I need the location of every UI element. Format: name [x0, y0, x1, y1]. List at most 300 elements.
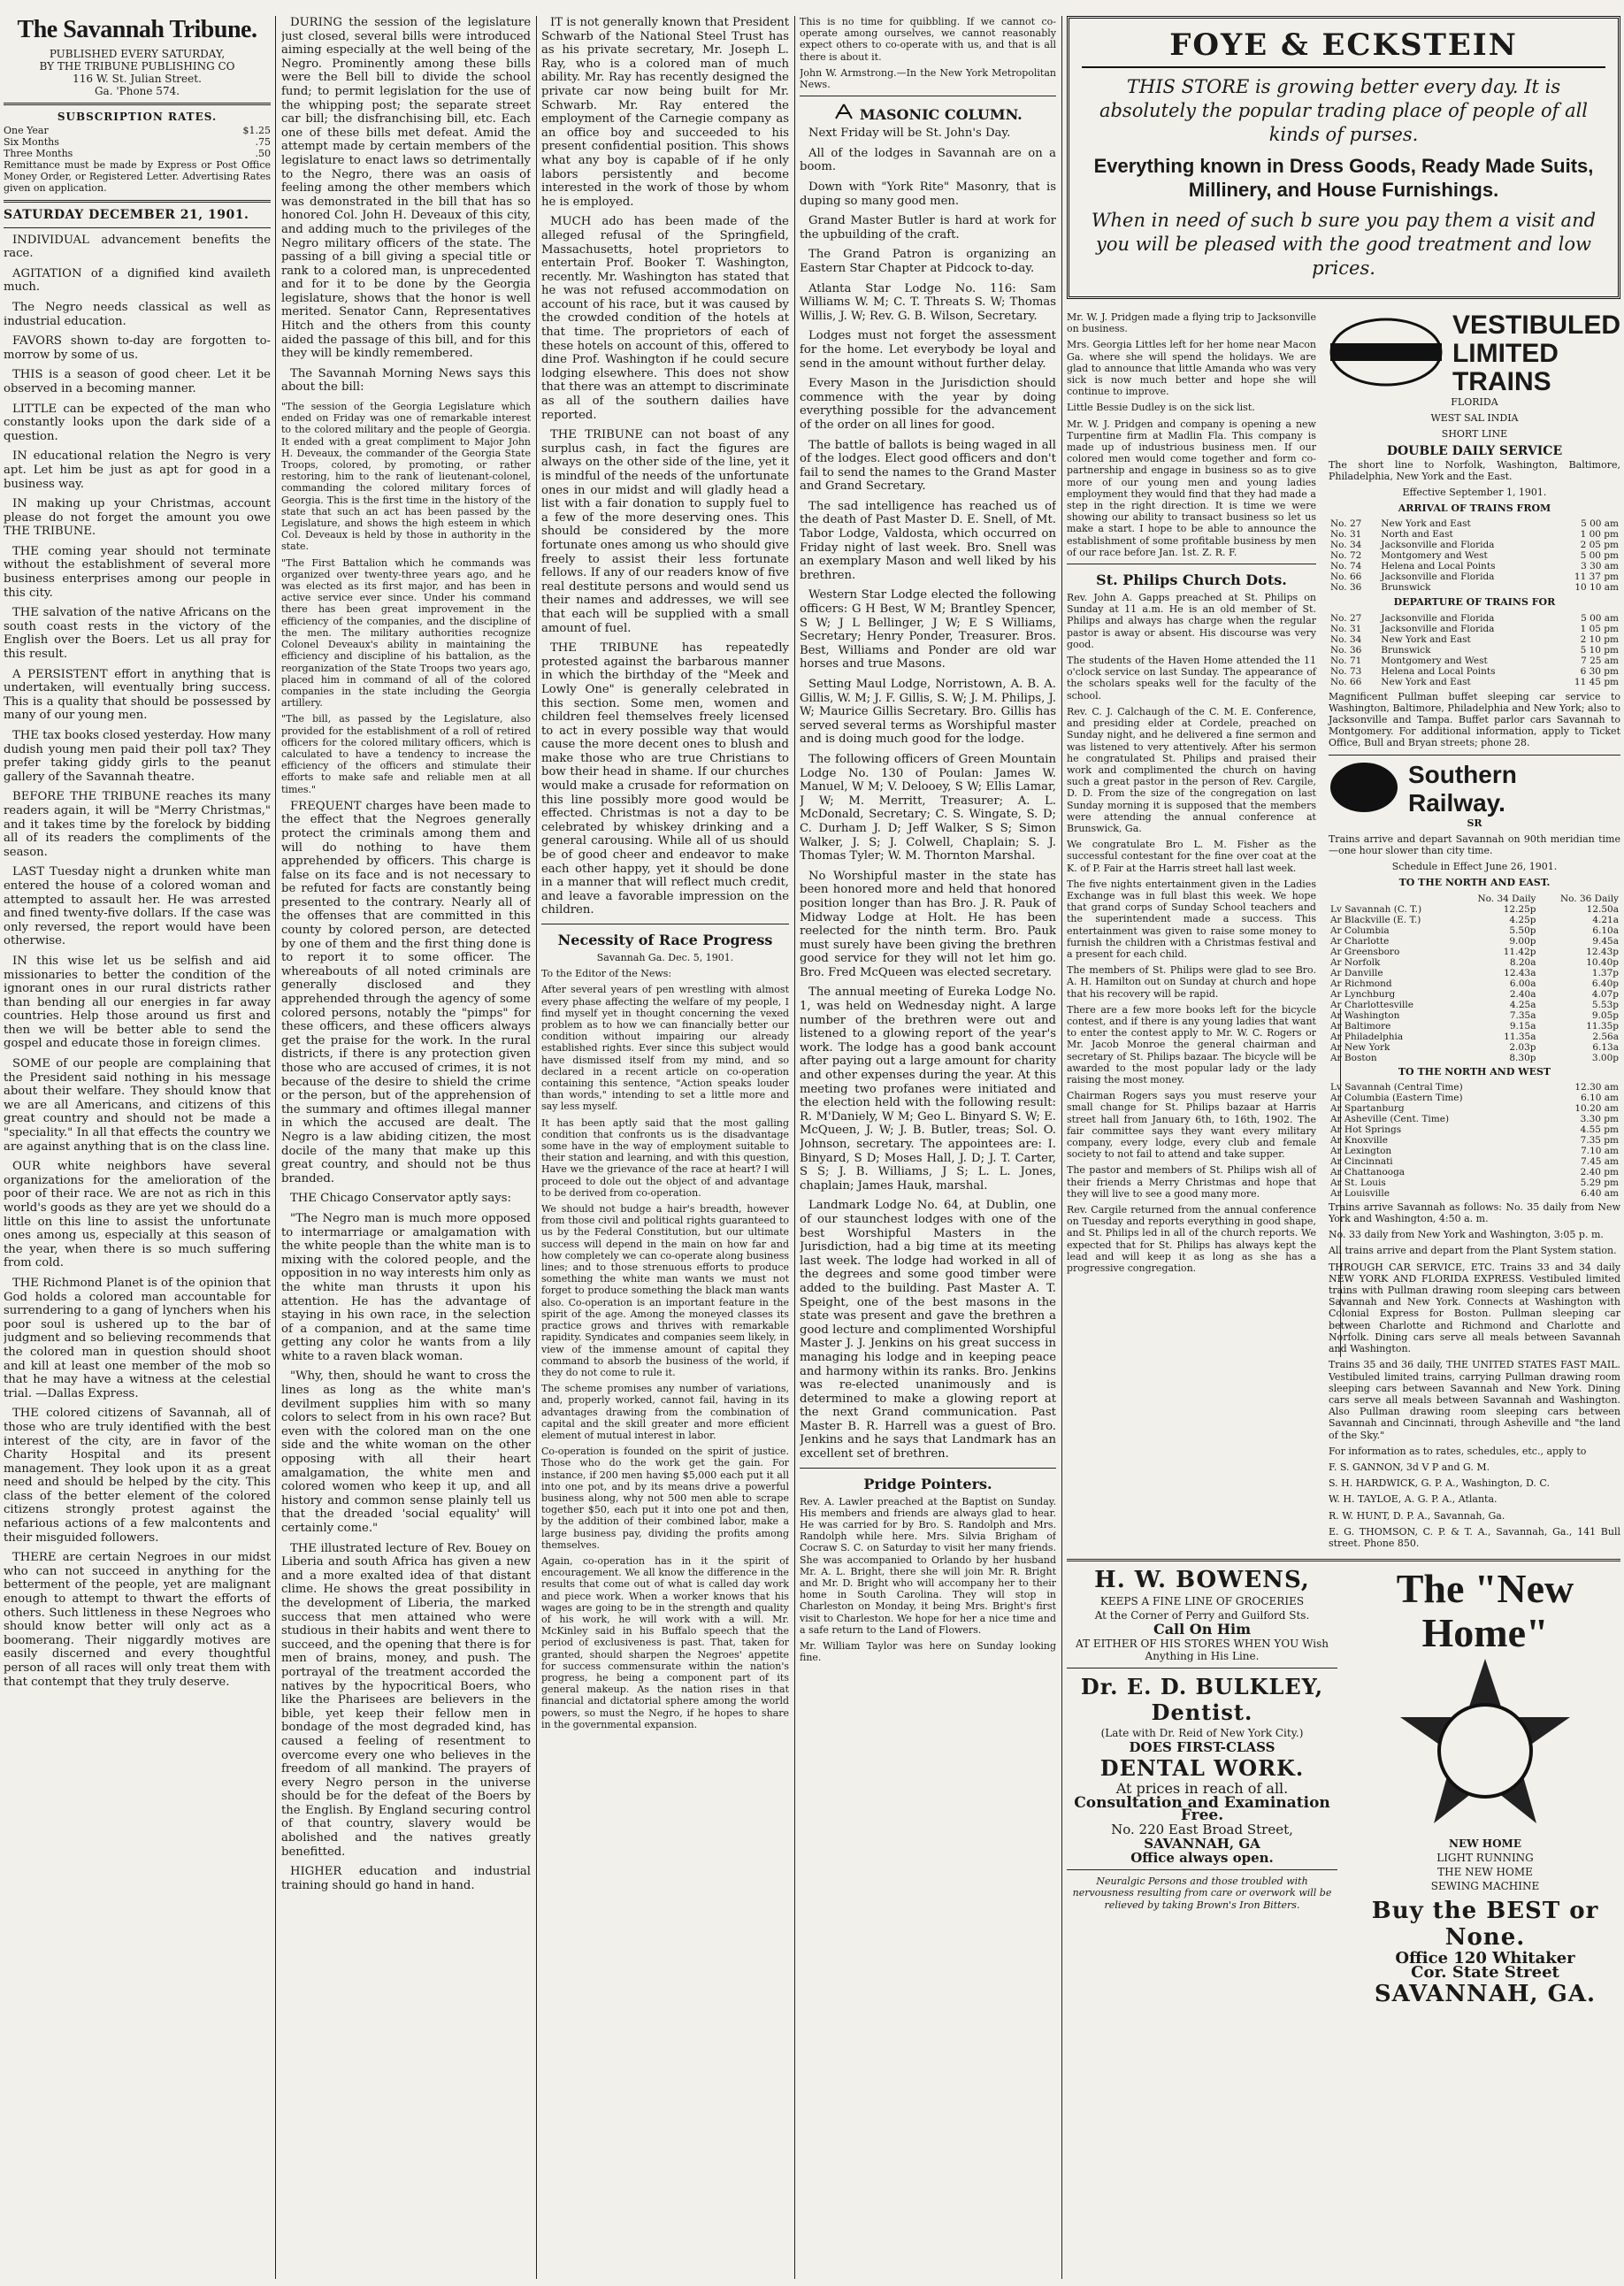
foye-line-2: Everything known in Dress Goods, Ready Made Suits, Millinery, and House Furnishings.	[1093, 155, 1594, 201]
station: Ar Boston	[1329, 1052, 1377, 1063]
station: Lv Savannah (C. T.)	[1329, 903, 1422, 915]
train-route: New York and East	[1381, 676, 1471, 687]
seal-mid-text: WEST SAL INDIA	[1430, 412, 1519, 425]
rate-row	[4, 148, 271, 159]
quoted-paragraph: "The bill, as passed by the Legislature, also provided for the establishment of a roll of retired officers for the colored military officers, which is calculated to have a tendency to increase the efficiency of the officers and stimulate their efforts to make safe and reliable men at all times."	[281, 713, 531, 795]
masonic-paragraph: Setting Maul Lodge, Norristown, A. B. A. Gillis, W. M; J. F. Gillis, S. W; J. M. Philips, J. W; Maurice Gillis Secretary. Bro. Gillis has served several terms as Worshipful master and is doing much good for the lodge.	[800, 678, 1056, 747]
masonic-paragraph: Lodges must not forget the assessment for the home. Let everybody be loyal and send in the amount without further delay.	[800, 329, 1056, 371]
rate-price: .50	[255, 148, 271, 159]
new-home-seal-icon	[1350, 1655, 1620, 1836]
new-home-ad	[1350, 1567, 1620, 2007]
bulkley-address: No. 220 East Broad Street,	[1111, 1822, 1293, 1838]
florida-west-india-seal-icon	[1329, 317, 1444, 391]
train-route: Brunswick	[1381, 644, 1431, 656]
seaboard-footer: Magnificent Pullman buffet sleeping car service to Washington, Baltimore, Philadelphia and New York; also to Jacksonville and Tampa. Buffet parlor cars Savannah to Montgomery. For additional information, apply to Ticket Office, Bull and Bryan streets; phone 28.	[1328, 690, 1620, 749]
time: 8.30p	[1509, 1052, 1536, 1063]
southern-note: E. G. THOMSON, C. P. & T. A., Savannah, Ga., 141 Bull street. Phone 850.	[1328, 1525, 1620, 1549]
race-progress-signature: John W. Armstrong.—In the New York Metropolitan News.	[800, 66, 1056, 91]
train-route: Brunswick	[1381, 582, 1431, 594]
race-progress-paragraph: After several years of pen wrestling with almost every phase affecting the welfare of my people, I find myself yet in thought concerning the vexed problem as to how we can financially better our condition without impairing our already established rights. Ever since this subject would have dismissed itself from my mind, and so declared in a recent article on co-operation containing this sentence, "Action speaks louder than words," intending to set a little more and say less myself.	[541, 984, 789, 1113]
seaboard-trains: TRAINS	[1452, 367, 1551, 396]
seaboard-limited: LIMITED	[1452, 339, 1559, 368]
church-paragraph: The pastor and members of St. Philips wish all of their friends a Merry Christmas and hope that they will live to see a good many more.	[1067, 1164, 1316, 1200]
table-row	[1329, 957, 1620, 968]
table-row	[1329, 968, 1620, 978]
table-row	[1329, 936, 1620, 947]
church-paragraph: The five nights entertainment given in the Ladies Exchange was in full blast this week. We hope that grand corps of Sunday School teachers and the superintendent made a success. This entertainment was given to raise some money to furnish the children with a Christmas festival and a present for each child.	[1067, 878, 1316, 960]
new-home-seal-word: NEW HOME	[1449, 1837, 1521, 1851]
train-route: Jacksonville and Florida	[1381, 623, 1495, 634]
time: 2.56a	[1592, 1031, 1619, 1042]
time: 7.10 am	[1581, 1145, 1619, 1156]
editorial-paragraph: THIS is a season of good cheer. Let it be observed in a becoming manner.	[4, 368, 271, 395]
station: Ar Knoxville	[1329, 1134, 1388, 1146]
editorial-paragraph: BEFORE THE TRIBUNE reaches its many readers again, it will be "Merry Christmas," and it takes time by the forelock by bidding all of its readers the compliments of the season.	[4, 790, 271, 859]
column-header: No. 36 Daily	[1559, 893, 1619, 904]
race-progress-dateline: Savannah Ga. Dec. 5, 1901.	[596, 952, 734, 963]
column-3	[541, 16, 789, 2279]
table-row	[1329, 1021, 1620, 1032]
iron-bitters-ad: Neuralgic Persons and those troubled with nervousness resulting from care or overwork will be relieved by taking Brown's Iron Bitters.	[1072, 1876, 1332, 1911]
rate-row	[4, 136, 271, 148]
table-row	[1329, 572, 1620, 582]
train-no: No. 74	[1329, 561, 1362, 572]
editorial-paragraph: THE Richmond Planet is of the opinion that God holds a colored man accountable for surrendering to a gang of lynchers when his poor soul is ushered up to the bar of judgment and so believing recommends that the colored man in question should shoot and kill at least one member of the mob so that he may have a witness at the celestial trial. —Dallas Express.	[4, 1276, 271, 1400]
new-home-seal-word: LIGHT RUNNING	[1436, 1852, 1534, 1865]
station: Ar Norfolk	[1329, 956, 1381, 968]
table-row	[1329, 1042, 1620, 1053]
train-no: No. 72	[1329, 550, 1362, 562]
seaboard-intro: The short line to Norfolk, Washington, Baltimore, Philadelphia, New York and the East.	[1328, 458, 1620, 482]
train-time: 5 00 pm	[1580, 550, 1619, 562]
church-paragraph: There are a few more books left for the bicycle contest, and if there is any young ladies that want to enter the contest apply to Mr. W. C. Rogers or Mr. Jacob Monroe the general chairman and secretary of St. Philips bazaar. The bicycle will be awarded to the most popular lady or the lady raising the most money.	[1067, 1003, 1316, 1085]
time: 4.25a	[1509, 999, 1536, 1010]
train-route: Montgomery and West	[1381, 655, 1488, 666]
editorial-paragraph: MUCH ado has been made of the alleged refusal of the Springfield, Massachusetts, hotel proprietors to entertain Prof. Booker T. Washington, recently. Mr. Washington has stated that he was not refused accommodation on account of his race, but it was caused by the crowded condition of the hotels at that time. The proprietors of each of these hotels on account of this, offered to dine Prof. Washington if he could secure lodging elsewhere. This does not show that there was an attempt to discriminate as all of the southern dailies have reported.	[541, 215, 789, 422]
editorial-paragraph: THE Chicago Conservator aptly says:	[290, 1192, 511, 1206]
masonic-paragraph: All of the lodges in Savannah are on a boom.	[800, 146, 1056, 174]
table-row	[1329, 1103, 1620, 1114]
train-route: Helena and Local Points	[1381, 665, 1496, 677]
station: Ar Danville	[1329, 967, 1383, 978]
masthead-published: PUBLISHED EVERY SATURDAY,	[49, 48, 226, 60]
masthead-title: The Savannah Tribune.	[17, 16, 257, 43]
subscription-box	[4, 111, 271, 195]
editorial-paragraph: THE coming year should not terminate without the establishment of several more business enterprises among our people in this city.	[4, 544, 271, 600]
church-paragraph: Rev. C. J. Calchaugh of the C. M. E. Conference, and presiding elder at Cordele, preached on Sunday night, and he delivered a fine sermon and was listened to very attentively. After his sermon he congratulated St. Philips and praised their work and complimented the church on having such a great pastor in the person of Rev. Cargile, D. D. From the size of the congregation on last Sunday morning it is supposed that the members were attending the annual conference at Brunswick, Ga.	[1067, 705, 1316, 834]
table-row	[1329, 1093, 1620, 1103]
masonic-paragraph: The sad intelligence has reached us of the death of Past Master D. E. Snell, of Mt. Tabor Lodge, Valdosta, which occurred on Friday night of last week. Bro. Snell was an exemplary Mason and well liked by his brethren.	[800, 499, 1056, 582]
masonic-paragraph: Western Star Lodge elected the following officers: G H Best, W M; Brantley Spencer, S W; J L Bellinger, J W; E S Williams, Secretary; Henry Ponder, Treasurer. Bros. Best, Williams and Ponder are old war horses and true Masons.	[800, 588, 1056, 671]
station: Ar Chattanooga	[1329, 1166, 1406, 1178]
time: 7.35 pm	[1580, 1134, 1619, 1146]
pridge-paragraph: Rev. A. Lawler preached at the Baptist on Sunday. His members and friends are always glad to hear. He was carried for by Bro. S. Randolph and Mrs. Randolph while here. Mrs. Silvia Brigham of Cocraw S. C. on Saturday to visit her many friends. She was accompanied to Orlando by her husband Mr. A. L. Bright, there she will join Mr. R. Bright and Mr. D. Bright who will accompany her to their home in South Carolina. They will stop in Charleston on Monday, it being Mrs. Bright's first visit to Charleston. We hope for her a nice time and a safe return to the Land of Flowers.	[800, 1495, 1056, 1636]
station: Ar Lexington	[1329, 1145, 1392, 1156]
local-item: Mr. W. J. Pridgen and company is opening a new Turpentine firm at Madlin Fla. This company is made up of industrious business men. If our colored men would come together and form co-partnership and engage in business so as to give more of our young men and young ladies employment they would find that they had made a step in the right direction. It is time we were showing our ability to transact business so let us make a start. I hope to be able to announce the establishment of some profitable business by men of our race before Jan. 1st. Z. R. F.	[1067, 418, 1316, 558]
time: 4.07p	[1591, 988, 1619, 1000]
bowens-line: AT EITHER OF HIS STORES WHEN YOU Wish Anything in His Line.	[1076, 1638, 1329, 1663]
train-route: Jacksonville and Florida	[1381, 612, 1495, 624]
foye-line-1: THIS STORE is growing better every day. It is absolutely the popular trading place of people of all kinds of purses.	[1099, 76, 1589, 145]
departures-table	[1329, 613, 1620, 687]
table-row	[1329, 1010, 1620, 1021]
table-row	[1329, 925, 1620, 936]
train-no: No. 66	[1329, 572, 1362, 583]
masonic-paragraph: Next Friday will be St. John's Day.	[808, 127, 1011, 141]
railway-section	[1329, 311, 1620, 1553]
time: 5.50p	[1509, 924, 1536, 936]
time: 5.53p	[1591, 999, 1619, 1010]
editorial-paragraph: A PERSISTENT effort in anything that is undertaken, will eventually bring success. This is a quality that should be possessed by many of our young men.	[4, 667, 271, 723]
race-progress-salutation: To the Editor of the News:	[541, 968, 672, 980]
train-no: No. 66	[1329, 676, 1362, 687]
race-progress-heading: Necessity of Race Progress	[557, 932, 773, 948]
table-header	[1329, 894, 1620, 904]
new-home-seal-word: SEWING MACHINE	[1430, 1880, 1540, 1893]
seaboard-departure-heading: DEPARTURE OF TRAINS FOR	[1393, 596, 1556, 609]
bowens-line: Call On Him	[1153, 1621, 1252, 1638]
train-no: No. 31	[1329, 529, 1362, 541]
time: 12.43a	[1504, 967, 1536, 978]
divider	[800, 1468, 1056, 1469]
train-no: No. 34	[1329, 540, 1362, 551]
train-route: Helena and Local Points	[1381, 561, 1496, 572]
train-route: New York and East	[1381, 518, 1471, 530]
rate-price: $1.25	[242, 125, 271, 136]
train-time: 1 00 pm	[1580, 529, 1619, 541]
train-time: 2 05 pm	[1580, 540, 1619, 551]
column-rule	[794, 16, 795, 2279]
station: Lv Savannah (Central Time)	[1329, 1081, 1463, 1093]
seaboard-daily: DOUBLE DAILY SERVICE	[1386, 443, 1563, 458]
train-route: Jacksonville and Florida	[1381, 572, 1495, 583]
southern-note: R. W. HUNT, D. P. A., Savannah, Ga.	[1328, 1509, 1505, 1522]
divider	[4, 200, 271, 203]
time: 3.00p	[1591, 1052, 1619, 1063]
table-row	[1329, 1156, 1620, 1167]
new-home-corner: Cor. State Street	[1411, 1963, 1559, 1983]
table-row	[1329, 989, 1620, 1000]
bulkley-late: (Late with Dr. Reid of New York City.)	[1100, 1727, 1304, 1740]
bulkley-name: Dr. E. D. BULKLEY, Dentist.	[1080, 1674, 1324, 1726]
table-row	[1329, 904, 1620, 915]
southern-note: No. 33 daily from New York and Washington, 3:05 p. m.	[1328, 1229, 1604, 1241]
train-route: Jacksonville and Florida	[1381, 540, 1495, 551]
table-row	[1329, 540, 1620, 550]
foye-title: FOYE & ECKSTEIN	[1082, 27, 1605, 68]
race-progress-paragraph: Again, co-operation has in it the spirit of encouragement. We all know the difference in the results that come out of what is called day work and piece work. When a worker knows that his wages are going to be in the strength and quality of his work, he will work with a will. Mr. McKinley said in his Buffalo speech that the period of exclusiveness is past. That, taken for granted, should sharpen the Negroes' appetite for success commensurate within the nation's progress, he being a component part of its general makeup. As the nation rises in that financial and dictatorial sphere among the world powers, so must the Negro, if he hopes to share in the governmental expansion.	[541, 1554, 789, 1730]
time: 6.00a	[1509, 978, 1536, 989]
table-row	[1329, 582, 1620, 593]
station: Ar Baltimore	[1329, 1020, 1391, 1032]
time: 9.45a	[1592, 935, 1619, 947]
subscription-heading: SUBSCRIPTION RATES.	[57, 111, 218, 123]
southern-head-2: TO THE NORTH AND WEST	[1398, 1065, 1551, 1078]
church-paragraph: The students of the Haven Home attended the 11 o'clock service on last Sunday. The appearance of the scholars speaks well for the faculty of the school.	[1067, 655, 1316, 702]
column-rule	[536, 16, 537, 2279]
editorial-paragraph: THERE are certain Negroes in our midst who can not succeed in anything for the betterment of the people, yet are malignant enough to attempt to thwart the efforts of others. Such littleness in these Negroes who should know better will only act as a boomerang. Their niggardly motives are easily discerned and every thoughtful person of all races will only treat them with that contempt that they truly deserve.	[4, 1551, 271, 1689]
station: Ar New York	[1329, 1041, 1390, 1053]
locals-section	[1067, 311, 1316, 1553]
time: 6.13a	[1592, 1041, 1619, 1053]
quoted-paragraph: "The session of the Georgia Legislature which ended on Friday was one of remarkable interest to the colored military and the people of Georgia. It ended with a great compliment to Major John H. Deveaux, the commander of the Georgia State Troops, colored, by promoting, or rather restoring, him to the rank of lieutenant-colonel, commanding the colored military forces of Georgia. This is the first time in the history of the state that such an act has been passed by the Legislature, and shows the high esteem in which Col. Deveaux is held by those in authority in the state.	[281, 401, 531, 553]
masonic-paragraph: The annual meeting of Eureka Lodge No. 1, was held on Wednesday night. A large number of the brethren were out and listened to a glowing report of the year's work. The lodge has a good bank account after paying out a large amount for charity and other expenses during the year. At this meeting two profanes were initiated and the election held with the following result: R. M'Daniely, W M; Geo L. Binyard S. W; E. McQueen, J. W; J. B. Butler, treas; Sol. O. Johnson, secretary. The appointees are: I. Binyard, S D; Moses Hall, J. D; J. T. Carter, S S; J. B. Williams, J S; L. L. Jones, chaplain; James Hauk, marshal.	[800, 986, 1056, 1193]
bulkley-office: Office always open.	[1130, 1850, 1274, 1867]
time: 12.50a	[1586, 903, 1619, 915]
time: 1.37p	[1591, 967, 1619, 978]
table-row	[1329, 1167, 1620, 1178]
time: 6.10a	[1592, 924, 1619, 936]
rate-label: Six Months	[4, 136, 59, 148]
table-row	[1329, 656, 1620, 666]
table-row	[1329, 1135, 1620, 1146]
editorial-paragraph: INDIVIDUAL advancement benefits the race.	[4, 233, 271, 261]
table-row	[1329, 947, 1620, 957]
bulkley-does: DOES FIRST-CLASS	[1129, 1739, 1275, 1756]
editorial-paragraph: FREQUENT charges have been made to the effect that the Negroes generally protect the criminals among them and will do nothing to have them apprehended by officers. This charge is false on its face and is not necessary to be refuted for facts are constantly being presented to the contrary. Nearly all of the offenses that are committed in this county by colored person, are detected by one of them and the first thing done is to report it to some officer. The whereabouts of all noted criminals are generally disclosed and they apprehended through the agency of some colored persons, notably the "pimps" for these officers, and these officers always get the praise for the work. In the rural districts, if there is any protection given those who are accused of crimes, it is not because of the desire to shield the crime or the person, but of the apprehension of the summary and oftimes illegal manner in which the accused are dealt. The Negro is a law abiding citizen, the most docile of the many that make up this great country, and should not be thus branded.	[281, 799, 531, 1185]
editorial-paragraph: "The Negro man is much more opposed to intermarriage or amalgamation with the white people than the white man is to mixing with the colored people, and the opposition in no way interests him only as the white man thrusts it upon his attention. He has the advantage of staying in his own race, in the selection of a companion, and at the same time getting any color he wants from a lily white to a raven black woman.	[281, 1211, 531, 1363]
table-row	[1329, 1178, 1620, 1188]
southern-note: Trains 35 and 36 daily, THE UNITED STATES FAST MAIL. Vestibuled limited trains, carrying Pullman drawing room sleeping cars between Savannah and New York. Dining cars serve all meals between Savannah and Washington. Also Pullman drawing room sleeping cars between Savannah and Cincinnati, through Asheville and "the land of the Sky."	[1328, 1359, 1620, 1441]
foye-line-3: When in need of such b sure you pay them a visit and you will be pleased with the good treatment and low prices.	[1091, 210, 1597, 279]
train-time: 6 30 pm	[1580, 665, 1619, 677]
time: 4.55 pm	[1580, 1124, 1619, 1135]
southern-head-1: TO THE NORTH AND EAST.	[1398, 877, 1551, 889]
column-rule	[275, 16, 276, 2279]
masonic-paragraph: Down with "York Rite" Masonry, that is duping so many good men.	[800, 180, 1056, 208]
southern-note: W. H. TAYLOE, A. G. P. A., Atlanta.	[1328, 1493, 1498, 1506]
bulkley-prices: At prices in reach of all.	[1115, 1780, 1289, 1798]
train-route: New York and East	[1381, 633, 1471, 645]
table-row	[1329, 1053, 1620, 1063]
masonic-paragraph: Landmark Lodge No. 64, at Dublin, one of our staunchest lodges with one of the best Worshipful Masters in the Jurisdiction, had a big time at its meeting last week. The lodge had worked in all of the degrees and some good timber were added to the building. Past Master A. T. Speight, one of the best masons in the state was present and gave the brethren a good lecture and complimented Worshipful Master J. J. Jenkins on his great success in managing his lodge and in keeping peace and harmony within its ranks. Bro. Jenkins was re-elected unanimously and is determined to make a glowing report at the next Grand communication. Past Master B. R. Harrell was a guest of Bro. Jenkins and he says that Landmark has an excellent set of brethren.	[800, 1199, 1056, 1461]
editorial-paragraph: THE tax books closed yesterday. How many dudish young men paid their poll tax? They prefer taking giddy girls to the peanut gallery of the Savannah theatre.	[4, 729, 271, 784]
race-progress-paragraph: It has been aptly said that the most galling condition that confronts us is the disadvantage some have in the way of employment suitable to their station and learning, and with this question, Have we the grievance of the race at heart? I will proceed to dole out the object of and advantage to be derived from co-operation.	[541, 1116, 789, 1199]
new-home-title: The "New Home"	[1396, 1566, 1574, 1656]
race-progress-paragraph: The scheme promises any number of variations, and, properly worked, cannot fail, having in its advantages drawing from the combination of capital and the skill greater and more efficient element of mutual interest in labor.	[541, 1383, 789, 1441]
new-home-slogan: Buy the BEST or None.	[1371, 1898, 1599, 1952]
editorial-paragraph: "Why, then, should he want to cross the lines as long as the white man's devilment supplies him with so many colors to select from in his own race? But even with the colored man on the one side and the white woman on the other opposing with all their heart amalgamation, the white men and colored women who keep it up, and all history and common sense plainly tell us that the dreaded 'social equality' will certainly come."	[281, 1369, 531, 1536]
station: Ar St. Louis	[1329, 1177, 1386, 1188]
seal-top-text: FLORIDA	[1451, 396, 1498, 408]
church-heading: St. Philips Church Dots.	[1096, 572, 1287, 589]
time: 7.45 am	[1581, 1155, 1619, 1167]
train-route: Montgomery and West	[1381, 550, 1488, 562]
station: Ar Columbia	[1329, 924, 1390, 936]
rate-row	[4, 125, 271, 136]
column-5	[1067, 16, 1620, 2279]
divider	[1329, 755, 1620, 756]
table-row	[1329, 518, 1620, 529]
editorial-paragraph: THE TRIBUNE has repeatedly protested against the barbarous manner in which the birthday of the "Meek and Lowly One" is generally celebrated in this section. Some men, women and children feel themselves freely licensed to act in every possible way that would cause the more decent ones to blush and make those who are true Christians to bow their head in shame. If our churches would make a crusade for reformation on this line possibly more good would be effected. Christmas is not a day to be celebrated by whiskey drinking and a general carousing. While all of us should be of good cheer and endeavor to make each other happy, yet it should be done in a manner that will reflect much credit, and leave a favorable impression on the children.	[541, 641, 789, 917]
southern-note: Trains arrive Savannah as follows: No. 35 daily from New York and Washington, 4:50 a. m.	[1328, 1201, 1620, 1225]
new-home-seal-word: THE NEW HOME	[1437, 1866, 1533, 1879]
editorial-paragraph: THE salvation of the native Africans on the south coast rests in the victory of the English over the Boers. Let us all pray for this result.	[4, 606, 271, 662]
foye-eckstein-ad	[1067, 16, 1620, 299]
table-row	[1329, 1124, 1620, 1135]
seaboard-header	[1329, 311, 1620, 396]
church-paragraph: We congratulate Bro L. M. Fisher as the successful contestant for the fine over coat at the K. of P. Fair at the Harris street hall last week.	[1067, 839, 1316, 874]
table-row	[1329, 1146, 1620, 1156]
time: 9.05p	[1591, 1009, 1619, 1021]
race-progress-paragraph: This is no time for quibbling. If we cannot co-operate among ourselves, we cannot reasonably expect others to co-operate with us, and that is all there is about it.	[800, 16, 1056, 63]
time: 6.40p	[1591, 978, 1619, 989]
table-row	[1329, 1114, 1620, 1124]
station: Ar Hot Springs	[1329, 1124, 1402, 1135]
masonic-paragraph: Grand Master Butler is hard at work for the upbuilding of the craft.	[800, 214, 1056, 242]
arrivals-table	[1329, 518, 1620, 593]
bowens-line: At the Corner of Perry and Guilford Sts.	[1094, 1609, 1310, 1622]
train-no: No. 34	[1329, 633, 1362, 645]
train-time: 11 45 pm	[1574, 676, 1619, 687]
pridge-paragraph: Mr. William Taylor was here on Sunday looking fine.	[800, 1640, 1056, 1664]
masonic-heading	[800, 104, 1056, 123]
southern-note: For information as to rates, schedules, etc., apply to	[1328, 1445, 1587, 1457]
bowens-line: KEEPS A FINE LINE OF GROCERIES	[1099, 1595, 1305, 1608]
square-compass-icon	[833, 106, 860, 123]
left-ads	[1067, 1567, 1337, 2007]
train-time: 7 25 am	[1581, 655, 1619, 666]
church-paragraph: Rev. John A. Gapps preached at St. Philips on Sunday at 11 a.m. He is an old member of St. Philips and always has charge when the regular pastor is away or absent. His discourse was very good.	[1067, 592, 1316, 650]
southern-intro: Trains arrive and depart Savannah on 90th meridian time—one hour slower than city time.	[1328, 832, 1620, 857]
local-item: Little Bessie Dudley is on the sick list.	[1067, 402, 1255, 414]
local-item: Mr. W. J. Pridgen made a flying trip to Jacksonville on business.	[1067, 311, 1316, 335]
masonic-paragraph: No Worshipful master in the state has been honored more and held that honored position longer than has Bro. J. R. Pauk of Midway Lodge at Holt. He has been reelected for the ninth term. Bro. Pauk must surely have been giving the brethren good service for they will not let him go. Bro. Fred McQueen was elected secretary.	[800, 869, 1056, 979]
time: 8.20a	[1509, 956, 1536, 968]
bulkley-city: SAVANNAH, GA	[1144, 1836, 1260, 1853]
new-home-city: SAVANNAH, GA.	[1374, 1981, 1597, 2008]
train-route: North and East	[1381, 529, 1453, 541]
divider	[1067, 1869, 1337, 1870]
editorial-paragraph: THE illustrated lecture of Rev. Bouey on Liberia and south Africa has given a new and a more exalted idea of that distant clime. He shows the great possibility in the development of Liberia, the marked success that men attained who were studious in their habits and went there to succeed, and the opening that there is for men of brains, money, and push. The portrayal of the treatment accorded the natives by the hypocritical Boers, who like the Pharisees are believers in the bible, yet keep their fellow men in bondage of the most degraded kind, has caused a feeling of resentment to overcome every one who believes in the freedom of all mankind. The prayers of every Negro person in the universe should be for the defeat of the Boers by the English. By England securing control of that country, slavery would be abolished and the natives greatly benefitted.	[281, 1541, 531, 1859]
time: 9.15a	[1509, 1020, 1536, 1032]
southern-logo-text: SR	[1467, 817, 1482, 829]
table-row	[1329, 613, 1620, 624]
station: Ar Asheville (Cent. Time)	[1329, 1113, 1450, 1124]
table-row	[1329, 915, 1620, 925]
southern-note: F. S. GANNON, 3d V P and G. M.	[1328, 1461, 1490, 1473]
train-time: 5 00 am	[1581, 518, 1619, 530]
editorial-paragraph: IN this wise let us be selfish and aid missionaries to better the condition of the ignorant ones in our rural districts rather than bending all our energies in far away countries. Help those around us first and then we will be better able to send the gospel and educate those in foreign climes.	[4, 954, 271, 1051]
editorial-paragraph: HIGHER education and industrial training should go hand in hand.	[281, 1865, 531, 1892]
time: 12.25p	[1503, 903, 1536, 915]
table-row	[1329, 550, 1620, 561]
upper-wide-section	[1067, 311, 1620, 1553]
time: 4.25p	[1509, 914, 1536, 925]
table-row	[1329, 634, 1620, 645]
bulkley-work: DENTAL WORK.	[1099, 1755, 1305, 1782]
column-header: No. 34 Daily	[1477, 893, 1536, 904]
quoted-paragraph: "The First Battalion which he commands was organized over twenty-three years ago, and he was elected as its first major, and has been in active service ever since. Under his command there has been great improvement in the efficiency of the companies, and the discipline of the men. The military authorities recognize Colonel Deveaux's ability in maintaining the efficiency and discipline of his battalion, as the reorganization of the State Troops two years ago, placed him in command of all of the colored companies in the state including the Georgia artillery.	[281, 556, 531, 710]
seaboard-vestibuled: VESTIBULED	[1452, 311, 1620, 340]
train-no: No. 36	[1329, 644, 1362, 656]
bulkley-consult: Consultation and Examination Free.	[1074, 1794, 1330, 1825]
southern-table-2	[1329, 1082, 1620, 1199]
time: 4.21a	[1592, 914, 1619, 925]
race-progress-paragraph: Co-operation is founded on the spirit of justice. Those who do the work get the gain. For instance, if 200 men having $5,000 each put it all into one pot, and by its means drive a powerful business along, why not 500 men able to scrape together $50, each put it into one pot and then, by the addition of their combined labor, make a large business pay, dividing the profits among themselves.	[541, 1446, 789, 1551]
divider	[4, 227, 271, 228]
station: Ar Columbia (Eastern Time)	[1329, 1092, 1463, 1103]
masonic-paragraph: Atlanta Star Lodge No. 116: Sam Williams W. M; C. T. Threats S. W; Thomas Willis, J. W; Rev. G. B. Wilson, Secretary.	[800, 281, 1056, 323]
column-4	[800, 16, 1056, 2279]
editorial-paragraph: IN making up your Christmas, account please do not forget the amount you owe THE TRIBUNE.	[4, 497, 271, 539]
station: Ar Richmond	[1329, 978, 1392, 989]
southern-schedule: Schedule in Effect June 26, 1901.	[1391, 861, 1558, 873]
time: 6.40 am	[1581, 1187, 1619, 1199]
southern-note: S. H. HARDWICK, G. P. A., Washington, D. C.	[1328, 1477, 1550, 1490]
table-row	[1329, 677, 1620, 687]
seaboard-title-block	[1452, 311, 1620, 396]
masthead-address: 116 W. St. Julian Street.	[73, 73, 202, 85]
editorial-paragraph: IT is not generally known that President Schwarb of the National Steel Trust has as his private secretary, Mr. Joseph L. Ray, who is a colored man of much ability. Mr. Ray has recently designed the private car now being built for Mr. Schwarb. Mr. Ray entered the employment of the Carnegie company as an office boy and succeeded to his present confidential position. This shows what any boy is capable of if he only labors persistently and become interested in the work of those by whom he is employed.	[541, 16, 789, 209]
station: Ar Cincinnati	[1329, 1155, 1393, 1167]
station: Ar Washington	[1329, 1009, 1400, 1021]
table-row	[1329, 1032, 1620, 1042]
time: 2.40 pm	[1580, 1166, 1619, 1178]
southern-note: All trains arrive and depart from the Plant System station.	[1328, 1245, 1617, 1257]
table-row	[1329, 624, 1620, 634]
southern-note: THROUGH CAR SERVICE, ETC. Trains 33 and 34 daily NEW YORK AND FLORIDA EXPRESS. Vestibuled limited trains with Pullman drawing room sleeping cars between Savannah and New York. Connects at Washington with Colonial Express for Boston. Pullman sleeping car between Charlotte and Richmond and Charlotte and Norfolk. Dining cars serve all meals between Savannah and Washington.	[1328, 1261, 1620, 1355]
table-row	[1329, 1000, 1620, 1010]
editorial-paragraph: THE TRIBUNE can not boast of any surplus cash, in fact the figures are always on the other side of the line, yet it is mindful of the needs of the unfortunate ones in our midst and will gladly head a list with a fair donation to supply fuel to a few of the more deserving ones. This should be considered by the more fortunate ones among us who should give freely to assist their less fortunate fellows. If any of our readers know of five real destitute persons and would send us their names and addresses, we will see that each will be supplied with a small amount of fuel.	[541, 428, 789, 635]
church-paragraph: Chairman Rogers says you must reserve your small change for St. Philips bazaar at Harris street hall from January 6th, to 16th, 1902. The fair committee says they want every military company, every lodge, every club and female society to not fail to attend and take supper.	[1067, 1090, 1316, 1161]
table-row	[1329, 1188, 1620, 1199]
editorial-paragraph: OUR white neighbors have several organizations for the amelioration of the poor of their race. We are not as rich in this world's goods as they are yet we should do a little on this line to assist the unfortunate ones among us, especially at this season of the year, when there is so much suffering from cold.	[4, 1160, 271, 1270]
church-paragraph: Rev. Cargile returned from the annual conference on Tuesday and reports everything in good shape, and St. Philips led in all of the church reports. We expected that for St. Philips has always kept the lead and will keep it as long as she has a progressive congregation.	[1067, 1204, 1316, 1275]
station: Ar Blackville (E. T.)	[1329, 914, 1421, 925]
station: Ar Charlottesville	[1329, 999, 1413, 1010]
editorial-paragraph: LITTLE can be expected of the man who constantly looks upon the dark side of a question.	[4, 402, 271, 443]
editorial-paragraph: SOME of our people are complaining that the President said nothing in his message about their welfare. They should know that we are all Americans, and citizens of this great country and should not be made a "speciality." In all that effects the country we are against anything that is on the class line.	[4, 1057, 271, 1154]
time: 10.40p	[1586, 956, 1619, 968]
southern-table-1	[1329, 894, 1620, 1063]
train-time: 5 10 pm	[1580, 644, 1619, 656]
time: 11.42p	[1503, 946, 1536, 957]
table-row	[1329, 529, 1620, 540]
station: Ar Lynchburg	[1329, 988, 1396, 1000]
editorial-paragraph: FAVORS shown to-day are forgotten to-morrow by some of us.	[4, 334, 271, 362]
masonic-paragraph: The battle of ballots is being waged in all of the lodges. Elect good officers and don't fail to send the names to the Grand Master and Grand Secretary.	[800, 438, 1056, 494]
southern-railway-logo-icon	[1329, 761, 1399, 817]
time: 6.10 am	[1581, 1092, 1619, 1103]
time: 9.00p	[1509, 935, 1536, 947]
column-2	[281, 16, 531, 2279]
seaboard-effective: Effective September 1, 1901.	[1402, 487, 1547, 499]
new-home-office: Office 120 Whitaker	[1395, 1949, 1575, 1968]
train-time: 2 10 pm	[1580, 633, 1619, 645]
pridge-heading: Pridge Pointers.	[863, 1475, 992, 1492]
rate-label: One Year	[4, 125, 49, 136]
station: Ar Louisville	[1329, 1187, 1390, 1199]
rate-price: .75	[255, 136, 271, 148]
table-row	[1329, 666, 1620, 677]
station: Ar Charlotte	[1329, 935, 1390, 947]
train-time: 3 30 am	[1581, 561, 1619, 572]
masonic-paragraph: The Grand Patron is organizing an Eastern Star Chapter at Pidcock to-day.	[800, 248, 1056, 275]
bowens-name: H. W. BOWENS,	[1094, 1567, 1310, 1594]
southern-name: Southern Railway.	[1407, 760, 1517, 817]
masonic-heading-text: MASONIC COLUMN.	[859, 106, 1023, 124]
time: 2.40a	[1509, 988, 1536, 1000]
train-time: 5 00 am	[1581, 612, 1619, 624]
table-row	[1329, 1082, 1620, 1093]
editorial-paragraph: THE colored citizens of Savannah, all of those who are truly identified with the best interest of the city, are in favor of the Charity Hospital and its present management. They look upon it as a great need and should be helped by the city. This class of the better element of the colored citizens strongly protest against the nefarious actions of a few malcontents and their misguided followers.	[4, 1407, 271, 1545]
column-rule	[1061, 16, 1062, 2279]
church-paragraph: The members of St. Philips were glad to see Bro. A. H. Hamilton out on Sunday at church and hope that his recovery will be rapid.	[1067, 964, 1316, 1000]
time: 7.35a	[1509, 1009, 1536, 1021]
editorial-paragraph: The Negro needs classical as well as industrial education.	[4, 300, 271, 328]
divider	[4, 103, 271, 105]
